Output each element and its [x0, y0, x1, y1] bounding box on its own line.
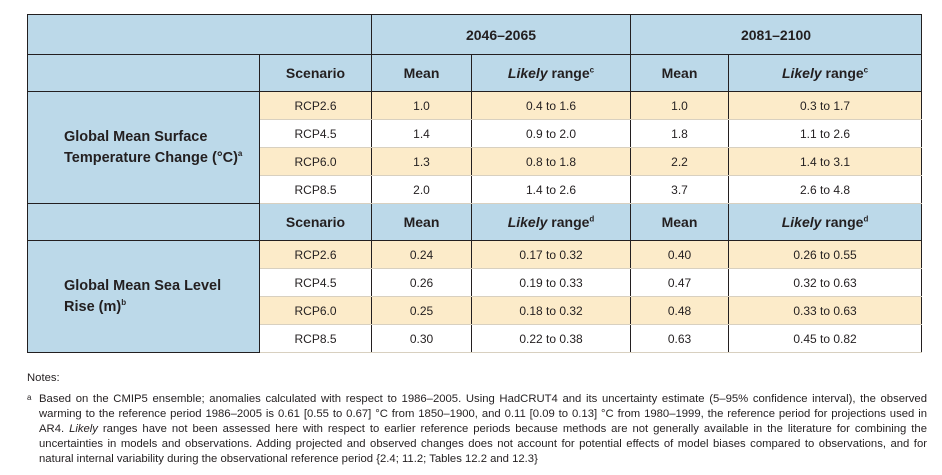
scenario-cell: RCP8.5 [260, 325, 372, 353]
temperature-section-label: Global Mean Surface Temperature Change $(^\circ C)^a$ [28, 92, 260, 204]
mean-cell: 1.3 [372, 148, 472, 176]
mean-header: Mean [631, 204, 729, 241]
mean-cell: 1.0 [631, 92, 729, 120]
range-cell: 0.19 to 0.33 [472, 269, 631, 297]
footnote-a [27, 392, 927, 467]
mean-cell: 0.47 [631, 269, 729, 297]
mean-cell: 1.0 [372, 92, 472, 120]
scenario-header: Scenario [260, 204, 372, 241]
range-cell: 1.4 to 3.1 [729, 148, 922, 176]
range-cell: 2.6 to 4.8 [729, 176, 922, 204]
mean-cell: 0.26 [372, 269, 472, 297]
range-cell: 0.32 to 0.63 [729, 269, 922, 297]
scenario-cell: RCP4.5 [260, 120, 372, 148]
likely-range-header: Likely range$^c$ [472, 55, 631, 92]
period-2081-header: 2081–2100 [631, 15, 922, 55]
range-cell: 1.4 to 2.6 [472, 176, 631, 204]
range-cell: 0.33 to 0.63 [729, 297, 922, 325]
header-blank [28, 204, 260, 241]
likely-range-header: Likely range$^d$ [729, 204, 922, 241]
scenario-cell: RCP6.0 [260, 148, 372, 176]
mean-cell: 1.4 [372, 120, 472, 148]
range-cell: 0.4 to 1.6 [472, 92, 631, 120]
range-cell: 0.26 to 0.55 [729, 241, 922, 269]
sea-level-section-label: Global Mean Sea Level Rise $(m)^b$ [28, 241, 260, 353]
range-cell: 0.9 to 2.0 [472, 120, 631, 148]
range-cell: 0.3 to 1.7 [729, 92, 922, 120]
mean-cell: 0.48 [631, 297, 729, 325]
header-blank [28, 55, 260, 92]
range-cell: 1.1 to 2.6 [729, 120, 922, 148]
mean-cell: 0.24 [372, 241, 472, 269]
notes-title: Notes: [27, 372, 60, 384]
scenario-cell: RCP8.5 [260, 176, 372, 204]
footnote-a-marker: a [27, 393, 32, 402]
mean-cell: 2.0 [372, 176, 472, 204]
scenario-cell: RCP4.5 [260, 269, 372, 297]
range-cell: 0.8 to 1.8 [472, 148, 631, 176]
projection-table [27, 14, 922, 353]
scenario-cell: RCP2.6 [260, 241, 372, 269]
period-2046-header: 2046–2065 [372, 15, 631, 55]
scenario-cell: RCP6.0 [260, 297, 372, 325]
scenario-header: Scenario [260, 55, 372, 92]
mean-cell: 2.2 [631, 148, 729, 176]
mean-cell: 0.40 [631, 241, 729, 269]
range-cell: 0.17 to 0.32 [472, 241, 631, 269]
mean-cell: 3.7 [631, 176, 729, 204]
mean-header: Mean [631, 55, 729, 92]
range-cell: 0.18 to 0.32 [472, 297, 631, 325]
likely-range-header: Likely range$^c$ [729, 55, 922, 92]
mean-cell: 0.63 [631, 325, 729, 353]
likely-range-header: Likely range$^d$ [472, 204, 631, 241]
notes-section [27, 371, 927, 467]
mean-header: Mean [372, 204, 472, 241]
range-cell: 0.45 to 0.82 [729, 325, 922, 353]
footnote-a-text: Based on the CMIP5 ensemble; anomalies calculated with respect to 1986–2005. Using HadCRUT4 and its uncertainty estimate (5–95% confidence interval), the observed warming to the reference period 1986–2005 is 0.61 [0.55 to 0.67] °C from 1850–1900, and 0.11 [0.09 to 0.13] °C from 1980–1999, the reference period for projections used in AR4. Likely ranges have not been assessed here with respect to earlier reference periods because methods are not generally available in the literature for combining the uncertainties in models and observations. Adding projected and observed changes does not account for potential effects of model biases compared to observations, and for natural internal variability during the observational reference period {2.4; 11.2; Tables 12.2 and 12.3} [39, 393, 927, 465]
mean-cell: 0.30 [372, 325, 472, 353]
scenario-cell: RCP2.6 [260, 92, 372, 120]
mean-cell: 1.8 [631, 120, 729, 148]
mean-cell: 0.25 [372, 297, 472, 325]
header-blank [28, 15, 372, 55]
range-cell: 0.22 to 0.38 [472, 325, 631, 353]
mean-header: Mean [372, 55, 472, 92]
